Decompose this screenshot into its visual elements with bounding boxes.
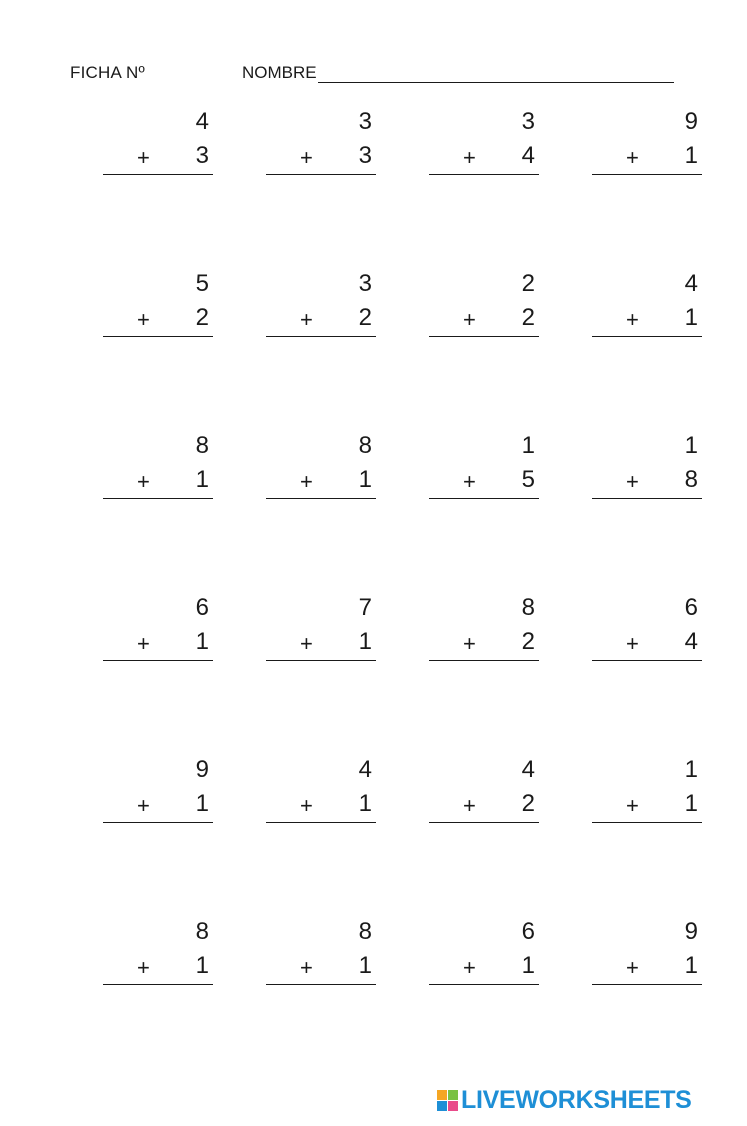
addition-problem[interactable] [429, 918, 539, 994]
sum-line [592, 822, 702, 823]
addition-problem[interactable] [103, 270, 213, 346]
sum-line [592, 336, 702, 337]
sum-line [266, 498, 376, 499]
addition-problem[interactable] [103, 918, 213, 994]
addition-problem[interactable] [429, 594, 539, 670]
addend-bottom: 1 [195, 628, 209, 655]
addend-bottom: 1 [684, 790, 698, 817]
addition-problem[interactable] [429, 756, 539, 832]
sum-line [103, 822, 213, 823]
liveworksheets-logo-icon [437, 1090, 458, 1111]
plus-sign: + [626, 145, 639, 170]
sum-line [429, 984, 539, 985]
addend-bottom: 1 [195, 466, 209, 493]
addend-bottom: 1 [195, 790, 209, 817]
sum-line [266, 984, 376, 985]
sum-line [429, 660, 539, 661]
addend-top: 8 [195, 432, 209, 459]
addition-problem[interactable] [266, 432, 376, 508]
addend-bottom: 2 [521, 628, 535, 655]
addition-problem[interactable] [592, 594, 702, 670]
sum-line [592, 984, 702, 985]
addend-top: 9 [684, 918, 698, 945]
addend-top: 3 [358, 270, 372, 297]
sum-line [429, 336, 539, 337]
addend-top: 4 [521, 756, 535, 783]
addition-problem[interactable] [266, 594, 376, 670]
addend-bottom: 1 [684, 304, 698, 331]
sum-line [103, 660, 213, 661]
plus-sign: + [463, 955, 476, 980]
sum-line [592, 498, 702, 499]
plus-sign: + [300, 955, 313, 980]
sum-line [429, 174, 539, 175]
addend-bottom: 1 [684, 142, 698, 169]
addend-top: 6 [521, 918, 535, 945]
plus-sign: + [137, 145, 150, 170]
addition-problem[interactable] [103, 756, 213, 832]
addend-bottom: 1 [358, 952, 372, 979]
addition-problem[interactable] [103, 432, 213, 508]
addition-problem[interactable] [592, 108, 702, 184]
addend-top: 2 [521, 270, 535, 297]
plus-sign: + [300, 145, 313, 170]
addend-bottom: 3 [195, 142, 209, 169]
sum-line [103, 984, 213, 985]
addend-bottom: 1 [358, 790, 372, 817]
plus-sign: + [463, 631, 476, 656]
name-label: NOMBRE [242, 63, 317, 82]
plus-sign: + [626, 793, 639, 818]
addend-top: 6 [195, 594, 209, 621]
addend-top: 8 [358, 432, 372, 459]
addend-top: 6 [684, 594, 698, 621]
plus-sign: + [300, 469, 313, 494]
addition-problem[interactable] [103, 594, 213, 670]
addend-bottom: 1 [358, 628, 372, 655]
addition-problem[interactable] [429, 270, 539, 346]
addition-problem[interactable] [592, 756, 702, 832]
sum-line [266, 660, 376, 661]
addend-top: 5 [195, 270, 209, 297]
addend-bottom: 1 [684, 952, 698, 979]
addition-problem[interactable] [103, 108, 213, 184]
addend-bottom: 1 [521, 952, 535, 979]
sum-line [266, 336, 376, 337]
sum-line [103, 498, 213, 499]
liveworksheets-logo [437, 1086, 692, 1115]
addend-bottom: 2 [521, 790, 535, 817]
plus-sign: + [626, 307, 639, 332]
sum-line [103, 174, 213, 175]
addend-bottom: 2 [521, 304, 535, 331]
addend-top: 8 [521, 594, 535, 621]
addend-top: 4 [684, 270, 698, 297]
addend-top: 4 [358, 756, 372, 783]
plus-sign: + [463, 145, 476, 170]
plus-sign: + [137, 307, 150, 332]
plus-sign: + [137, 793, 150, 818]
addend-bottom: 2 [195, 304, 209, 331]
sum-line [592, 660, 702, 661]
plus-sign: + [137, 469, 150, 494]
addend-top: 7 [358, 594, 372, 621]
addend-top: 8 [358, 918, 372, 945]
addition-problem[interactable] [429, 432, 539, 508]
addend-bottom: 2 [358, 304, 372, 331]
sum-line [266, 174, 376, 175]
plus-sign: + [626, 631, 639, 656]
ficha-number-label: FICHA Nº [70, 63, 145, 82]
plus-sign: + [626, 469, 639, 494]
addition-problem[interactable] [592, 270, 702, 346]
addend-top: 1 [684, 432, 698, 459]
addition-problem[interactable] [266, 918, 376, 994]
sum-line [429, 498, 539, 499]
addend-top: 3 [521, 108, 535, 135]
addend-bottom: 4 [521, 142, 535, 169]
addition-problem[interactable] [592, 432, 702, 508]
addend-bottom: 1 [358, 466, 372, 493]
addend-top: 1 [521, 432, 535, 459]
plus-sign: + [463, 469, 476, 494]
plus-sign: + [137, 955, 150, 980]
addend-top: 1 [684, 756, 698, 783]
addend-top: 9 [684, 108, 698, 135]
sum-line [266, 822, 376, 823]
addend-bottom: 3 [358, 142, 372, 169]
addition-problem[interactable] [592, 918, 702, 994]
plus-sign: + [300, 793, 313, 818]
liveworksheets-brand-text: LIVEWORKSHEETS [461, 1086, 692, 1114]
sum-line [592, 174, 702, 175]
plus-sign: + [300, 631, 313, 656]
addition-problem[interactable] [266, 270, 376, 346]
plus-sign: + [463, 793, 476, 818]
addend-top: 9 [195, 756, 209, 783]
addend-bottom: 8 [684, 466, 698, 493]
addend-bottom: 4 [684, 628, 698, 655]
sum-line [103, 336, 213, 337]
addend-top: 3 [358, 108, 372, 135]
plus-sign: + [300, 307, 313, 332]
addition-problem[interactable] [266, 108, 376, 184]
addition-problem[interactable] [429, 108, 539, 184]
plus-sign: + [463, 307, 476, 332]
addend-bottom: 1 [195, 952, 209, 979]
addend-top: 8 [195, 918, 209, 945]
addition-problem[interactable] [266, 756, 376, 832]
plus-sign: + [137, 631, 150, 656]
addend-bottom: 5 [521, 466, 535, 493]
addend-top: 4 [195, 108, 209, 135]
plus-sign: + [626, 955, 639, 980]
sum-line [429, 822, 539, 823]
